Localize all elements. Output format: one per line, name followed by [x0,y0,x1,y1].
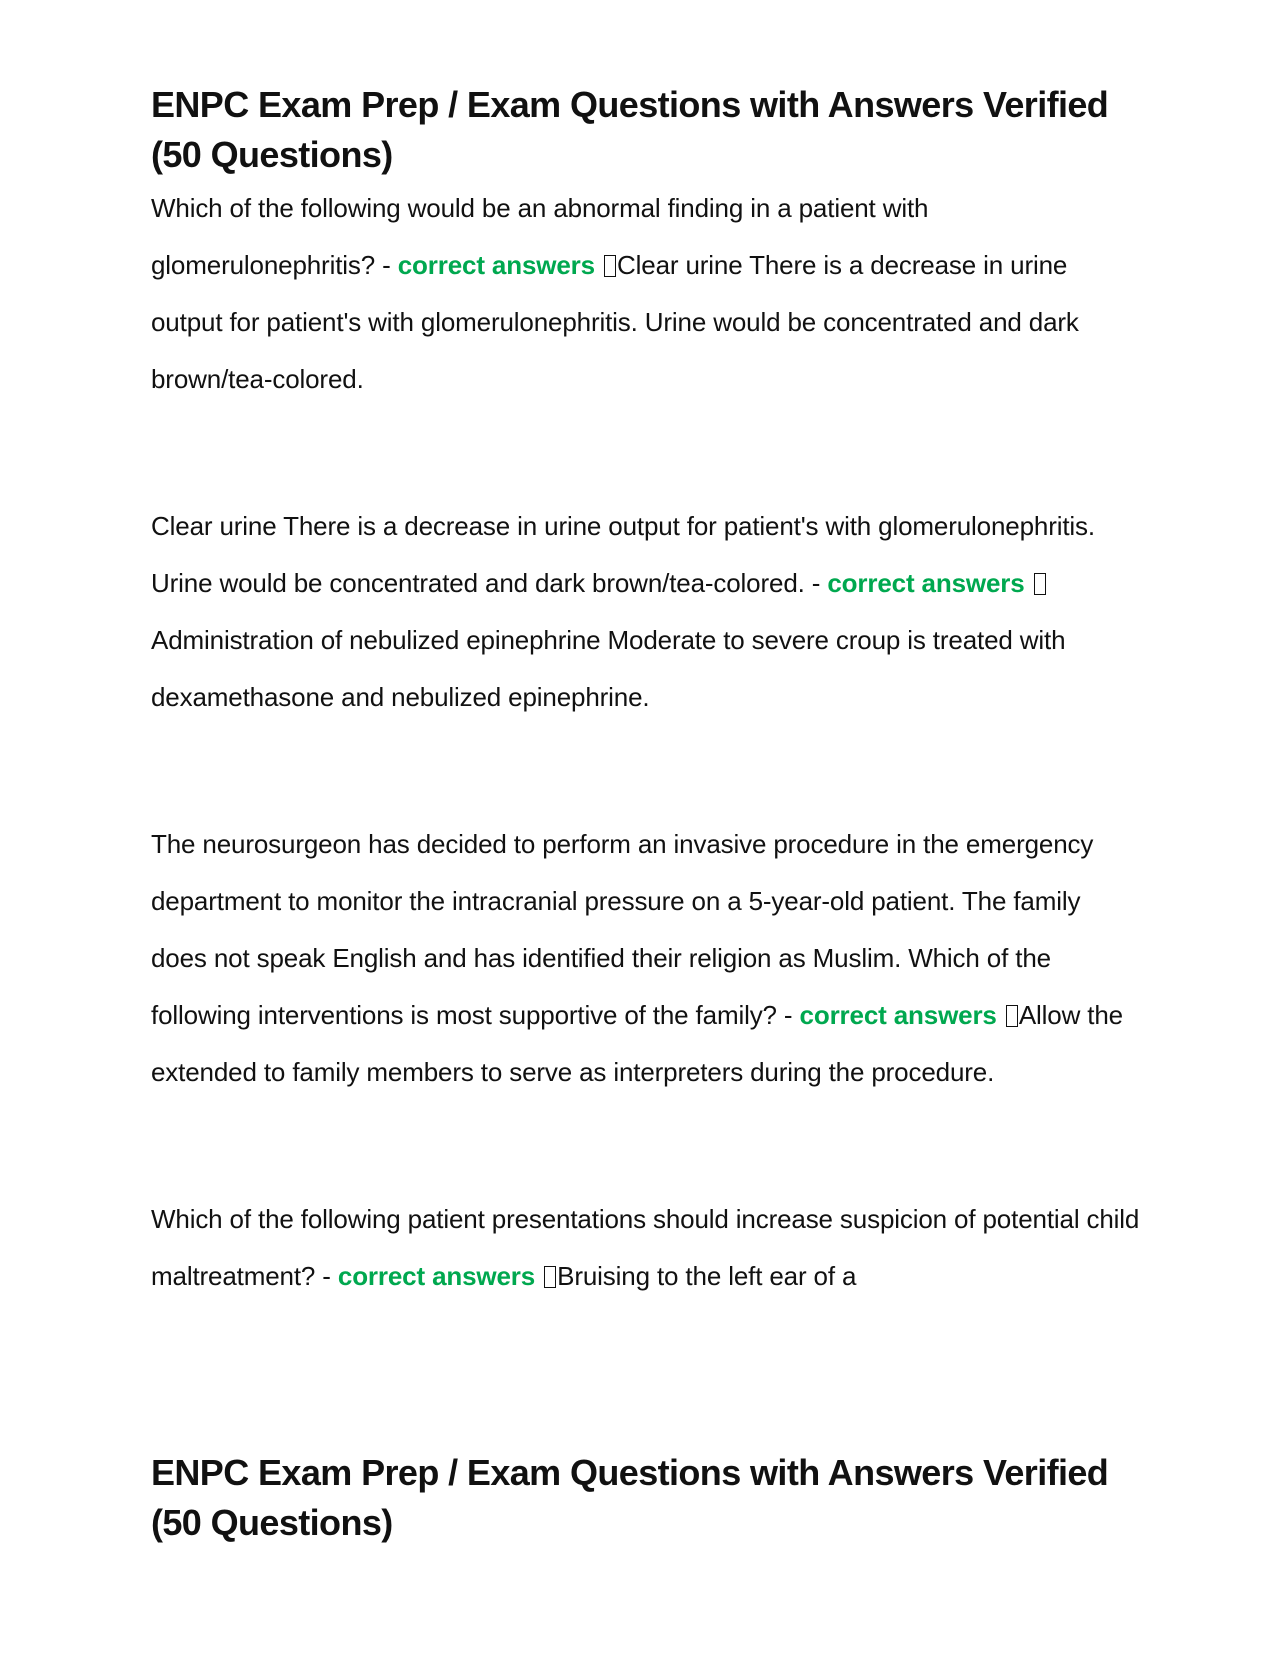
answer-text: Bruising to the left ear of a [557,1261,857,1291]
page-header-title: ENPC Exam Prep / Exam Questions with Answers Verified (50 Questions) [151,84,1109,175]
answer-text: Clear urine There is a decrease in urine output for patient's with glomerulonephritis. Urine would be concentrated and dark brown/tea-colored. [151,250,1079,394]
spacer [151,1101,1141,1191]
correct-answers-label: correct answers [827,568,1025,598]
answer-text: Administration of nebulized epinephrine Moderate to severe croup is treated with dexamethasone and nebulized epinephrine. [151,625,1066,712]
missing-glyph-box-icon [544,1266,556,1288]
question-text: Clear urine There is a decrease in urine output for patient's with glomerulonephritis. Urine would be concentrated and dark brown/tea-colored. - [151,511,1095,598]
question-text: Which of the following patient presentations should increase suspicion of potential child maltreatment? - [151,1204,1140,1291]
next-page-header-title: ENPC Exam Prep / Exam Questions with Answers Verified (50 Questions) [151,1452,1109,1543]
question-text: The neurosurgeon has decided to perform an invasive procedure in the emergency department to monitor the intracranial pressure on a 5-year-old patient. The family does not speak English and has identified their religion as Muslim. Which of the following interventions is most supportive of the family? - [151,829,1094,1030]
page-content [151,80,1141,1305]
missing-glyph-box-icon [1034,573,1046,595]
qa-item [151,816,1141,1101]
correct-answers-label: correct answers [799,1000,997,1030]
spacer [151,726,1141,816]
missing-glyph-box-icon [604,255,616,277]
qa-item [151,180,1141,408]
next-page-header [151,1448,1141,1548]
answer-text: Allow the extended to family members to serve as interpreters during the procedure. [151,1000,1123,1087]
missing-glyph-box-icon [1006,1005,1018,1027]
correct-answers-label: correct answers [337,1261,536,1291]
correct-answers-label: correct answers [397,250,595,280]
qa-item [151,1191,1141,1305]
spacer [151,408,1141,498]
qa-item [151,498,1141,726]
question-text: Which of the following would be an abnormal finding in a patient with glomerulonephritis? - [151,193,929,280]
